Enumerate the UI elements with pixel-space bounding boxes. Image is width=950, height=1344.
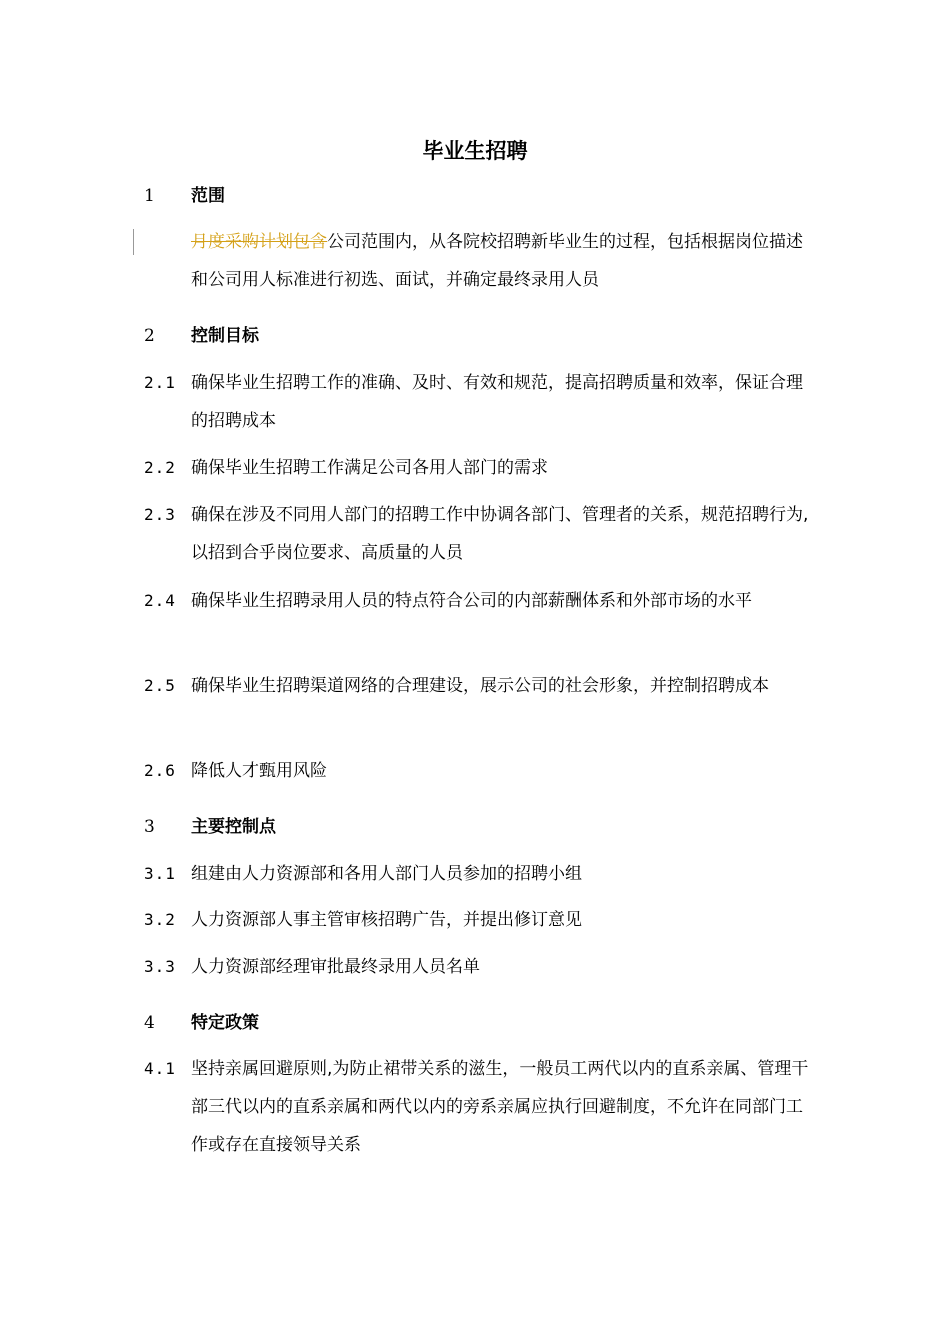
item-text: 确保毕业生招聘渠道网络的合理建设，展示公司的社会形象，并控制招聘成本 <box>191 676 769 696</box>
section-heading-4 <box>0 1008 950 1038</box>
section-title: 范围 <box>191 186 225 206</box>
section-number: 4 <box>144 1013 155 1033</box>
section-title: 控制目标 <box>191 326 259 346</box>
item-number: 2.2 <box>144 458 176 477</box>
item-number: 2.1 <box>144 373 176 392</box>
item-text: 降低人才甄用风险 <box>191 761 327 781</box>
deleted-revision-text: 月度采购计划包含 <box>191 232 327 252</box>
item-number: 2.3 <box>144 505 176 524</box>
section-title: 主要控制点 <box>191 817 276 837</box>
scope-text: 公司范围内，从各院校招聘新毕业生的过程，包括根据岗位描述和公司用人标准进行初选、面试，并确定最终录用人员 <box>191 232 803 290</box>
item-number: 3.1 <box>144 864 176 883</box>
item-number: 2.4 <box>144 591 176 610</box>
item-text: 确保毕业生招聘工作满足公司各用人部门的需求 <box>191 458 548 478</box>
revision-change-bar <box>133 229 134 255</box>
item-text: 确保毕业生招聘录用人员的特点符合公司的内部薪酬体系和外部市场的水平 <box>191 591 752 611</box>
item-text: 确保在涉及不同用人部门的招聘工作中协调各部门、管理者的关系，规范招聘行为,以招到合乎岗位要求、高质量的人员 <box>191 505 809 563</box>
section-title: 特定政策 <box>191 1013 259 1033</box>
item-text: 确保毕业生招聘工作的准确、及时、有效和规范，提高招聘质量和效率，保证合理的招聘成本 <box>191 373 803 431</box>
scope-paragraph <box>191 223 811 299</box>
section-number: 3 <box>144 817 155 837</box>
item-text: 坚持亲属回避原则,为防止裙带关系的滋生，一般员工两代以内的直系亲属、管理干部三代以内的直系亲属和两代以内的旁系亲属应执行回避制度，不允许在同部门工作或存在直接领导关系 <box>191 1059 809 1155</box>
item-text: 组建由人力资源部和各用人部门人员参加的招聘小组 <box>191 864 582 884</box>
section-heading-3 <box>0 812 950 842</box>
item-number: 3.3 <box>144 957 176 976</box>
section-number: 1 <box>144 186 155 206</box>
item-number: 2.5 <box>144 676 176 695</box>
section-heading-1 <box>0 181 950 211</box>
section-heading-2 <box>0 321 950 351</box>
item-number: 4.1 <box>144 1059 176 1078</box>
item-text: 人力资源部经理审批最终录用人员名单 <box>191 957 480 977</box>
item-number: 2.6 <box>144 761 176 780</box>
item-number: 3.2 <box>144 910 176 929</box>
document-title: 毕业生招聘 <box>422 139 528 163</box>
section-number: 2 <box>144 326 155 346</box>
item-text: 人力资源部人事主管审核招聘广告，并提出修订意见 <box>191 910 582 930</box>
